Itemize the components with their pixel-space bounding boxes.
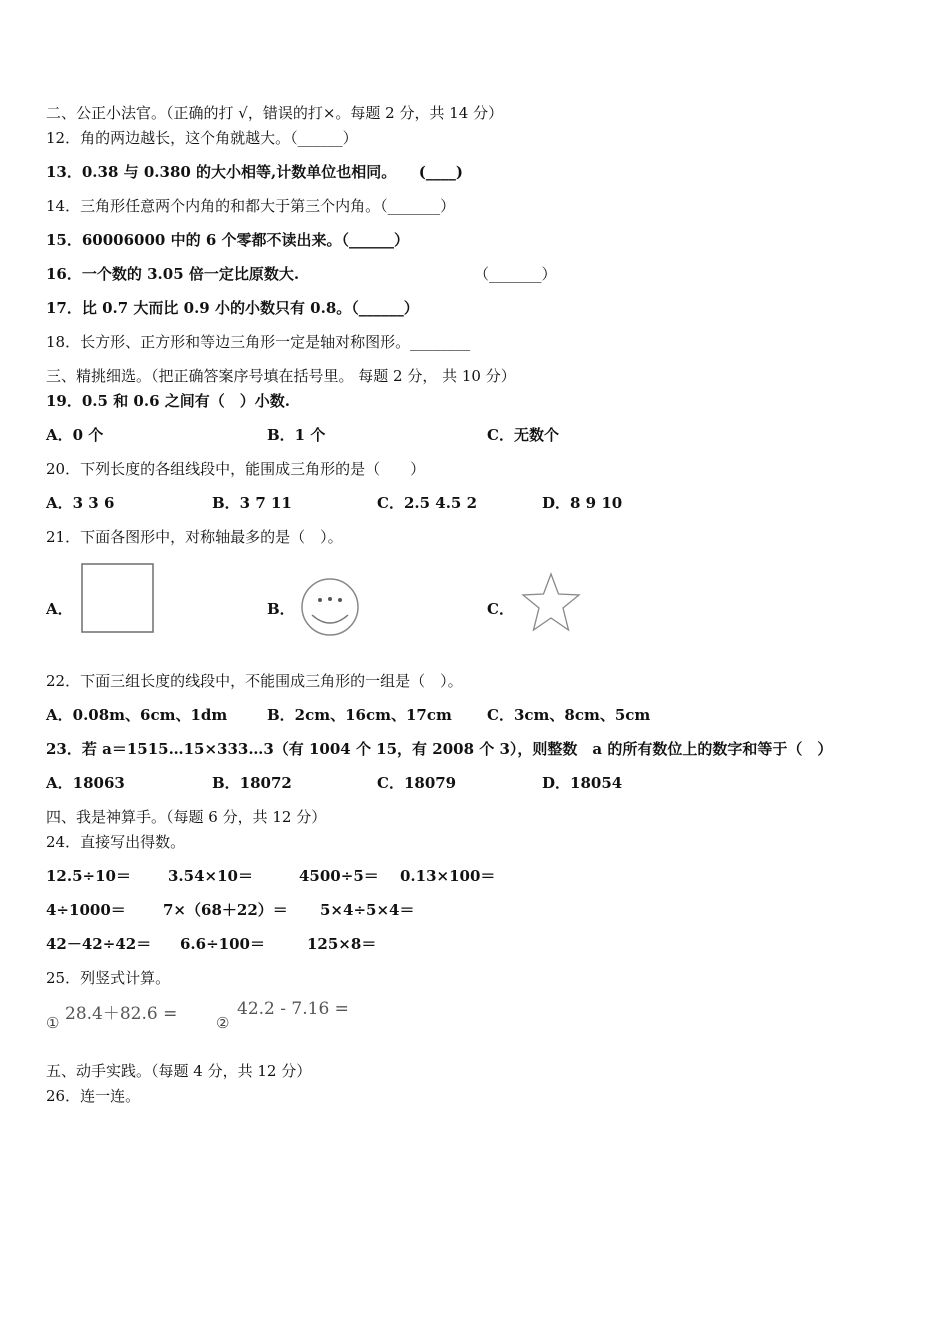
question-19-option-b: B．1 个 [267,426,326,444]
calc-item: 125×8＝ [307,935,377,953]
question-21-stem: 21．下面各图形中，对称轴最多的是（ ）。 [46,528,343,546]
question-15: 15．60006000 中的 6 个零都不读出来。（______） [46,231,409,249]
question-12: 12．角的两边越长，这个角就越大。（______） [46,129,358,147]
question-19-option-c: C．无数个 [487,426,559,444]
question-16: 16．一个数的 3.05 倍一定比原数大. [46,265,300,283]
question-21-option-a: A． [46,600,73,618]
question-17: 17．比 0.7 大而比 0.9 小的小数只有 0.8。（______） [46,299,419,317]
question-14: 14．三角形任意两个内角的和都大于第三个内角。（_______） [46,197,456,215]
question-19-stem: 19．0.5 和 0.6 之间有（ ）小数. [46,392,290,410]
question-24-stem: 24．直接写出得数。 [46,833,186,851]
question-22-option-c: C．3cm、8cm、5cm [487,706,651,724]
question-20-option-b: B．3 7 11 [212,494,292,512]
question-20-stem: 20．下列长度的各组线段中，能围成三角形的是（ ） [46,460,426,478]
calc-item: 12.5÷10＝ [46,867,131,885]
calc-item: 4500÷5＝ [299,867,379,885]
question-20-option-a: A．3 3 6 [46,494,115,512]
section5-heading: 五、动手实践。（每题 4 分，共 12 分） [46,1062,312,1080]
question-22-option-a: A．0.08m、6cm、1dm [46,706,228,724]
circled-number-1: ① [46,1014,60,1032]
question-23-stem: 23．若 a＝1515…15×333…3（有 1004 个 15，有 2008 个 3），则整数 a 的所有数位上的数字和等于（ ） [46,740,833,758]
question-23-option-a: A．18063 [46,774,125,792]
question-13: 13．0.38 与 0.380 的大小相等,计数单位也相同。 (____) [46,163,463,181]
section3-heading: 三、精挑细选。（把正确答案序号填在括号里。 每题 2 分， 共 10 分） [46,367,516,385]
question-19-option-a: A．0 个 [46,426,104,444]
question-21-option-c: C． [487,600,514,618]
question-22-stem: 22．下面三组长度的线段中，不能围成三角形的一组是（ ）。 [46,672,463,690]
section4-heading: 四、我是神算手。（每题 6 分，共 12 分） [46,808,327,826]
calc-item: 3.54×10＝ [168,867,253,885]
question-23-option-c: C．18079 [377,774,457,792]
question-26-stem: 26．连一连。 [46,1087,141,1105]
question-20-option-d: D．8 9 10 [542,494,623,512]
section2-heading: 二、公正小法官。（正确的打 √，错误的打×。每题 2 分，共 14 分） [46,104,504,122]
question-25-stem: 25．列竖式计算。 [46,969,171,987]
vertical-calc-1: 28.4＋82.6 = [65,1004,178,1024]
question-18: 18．长方形、正方形和等边三角形一定是轴对称图形。________ [46,333,471,351]
question-21-option-b: B． [267,600,295,618]
star-figure [518,570,584,636]
smiley-face-figure [298,575,362,639]
circled-number-2: ② [216,1014,230,1032]
calc-item: 7×（68＋22）＝ [163,901,288,919]
question-16-blank: （_______） [474,265,557,283]
calc-item: 4÷1000＝ [46,901,126,919]
calc-item: 42－42÷42＝ [46,935,152,953]
vertical-calc-2: 42.2 - 7.16 = [237,999,349,1019]
question-22-option-b: B．2cm、16cm、17cm [267,706,452,724]
question-23-option-b: B．18072 [212,774,292,792]
calc-item: 5×4÷5×4＝ [320,901,415,919]
question-23-option-d: D．18054 [542,774,623,792]
calc-item: 0.13×100＝ [400,867,496,885]
calc-item: 6.6÷100＝ [180,935,265,953]
square-figure [78,560,158,636]
question-20-option-c: C．2.5 4.5 2 [377,494,478,512]
